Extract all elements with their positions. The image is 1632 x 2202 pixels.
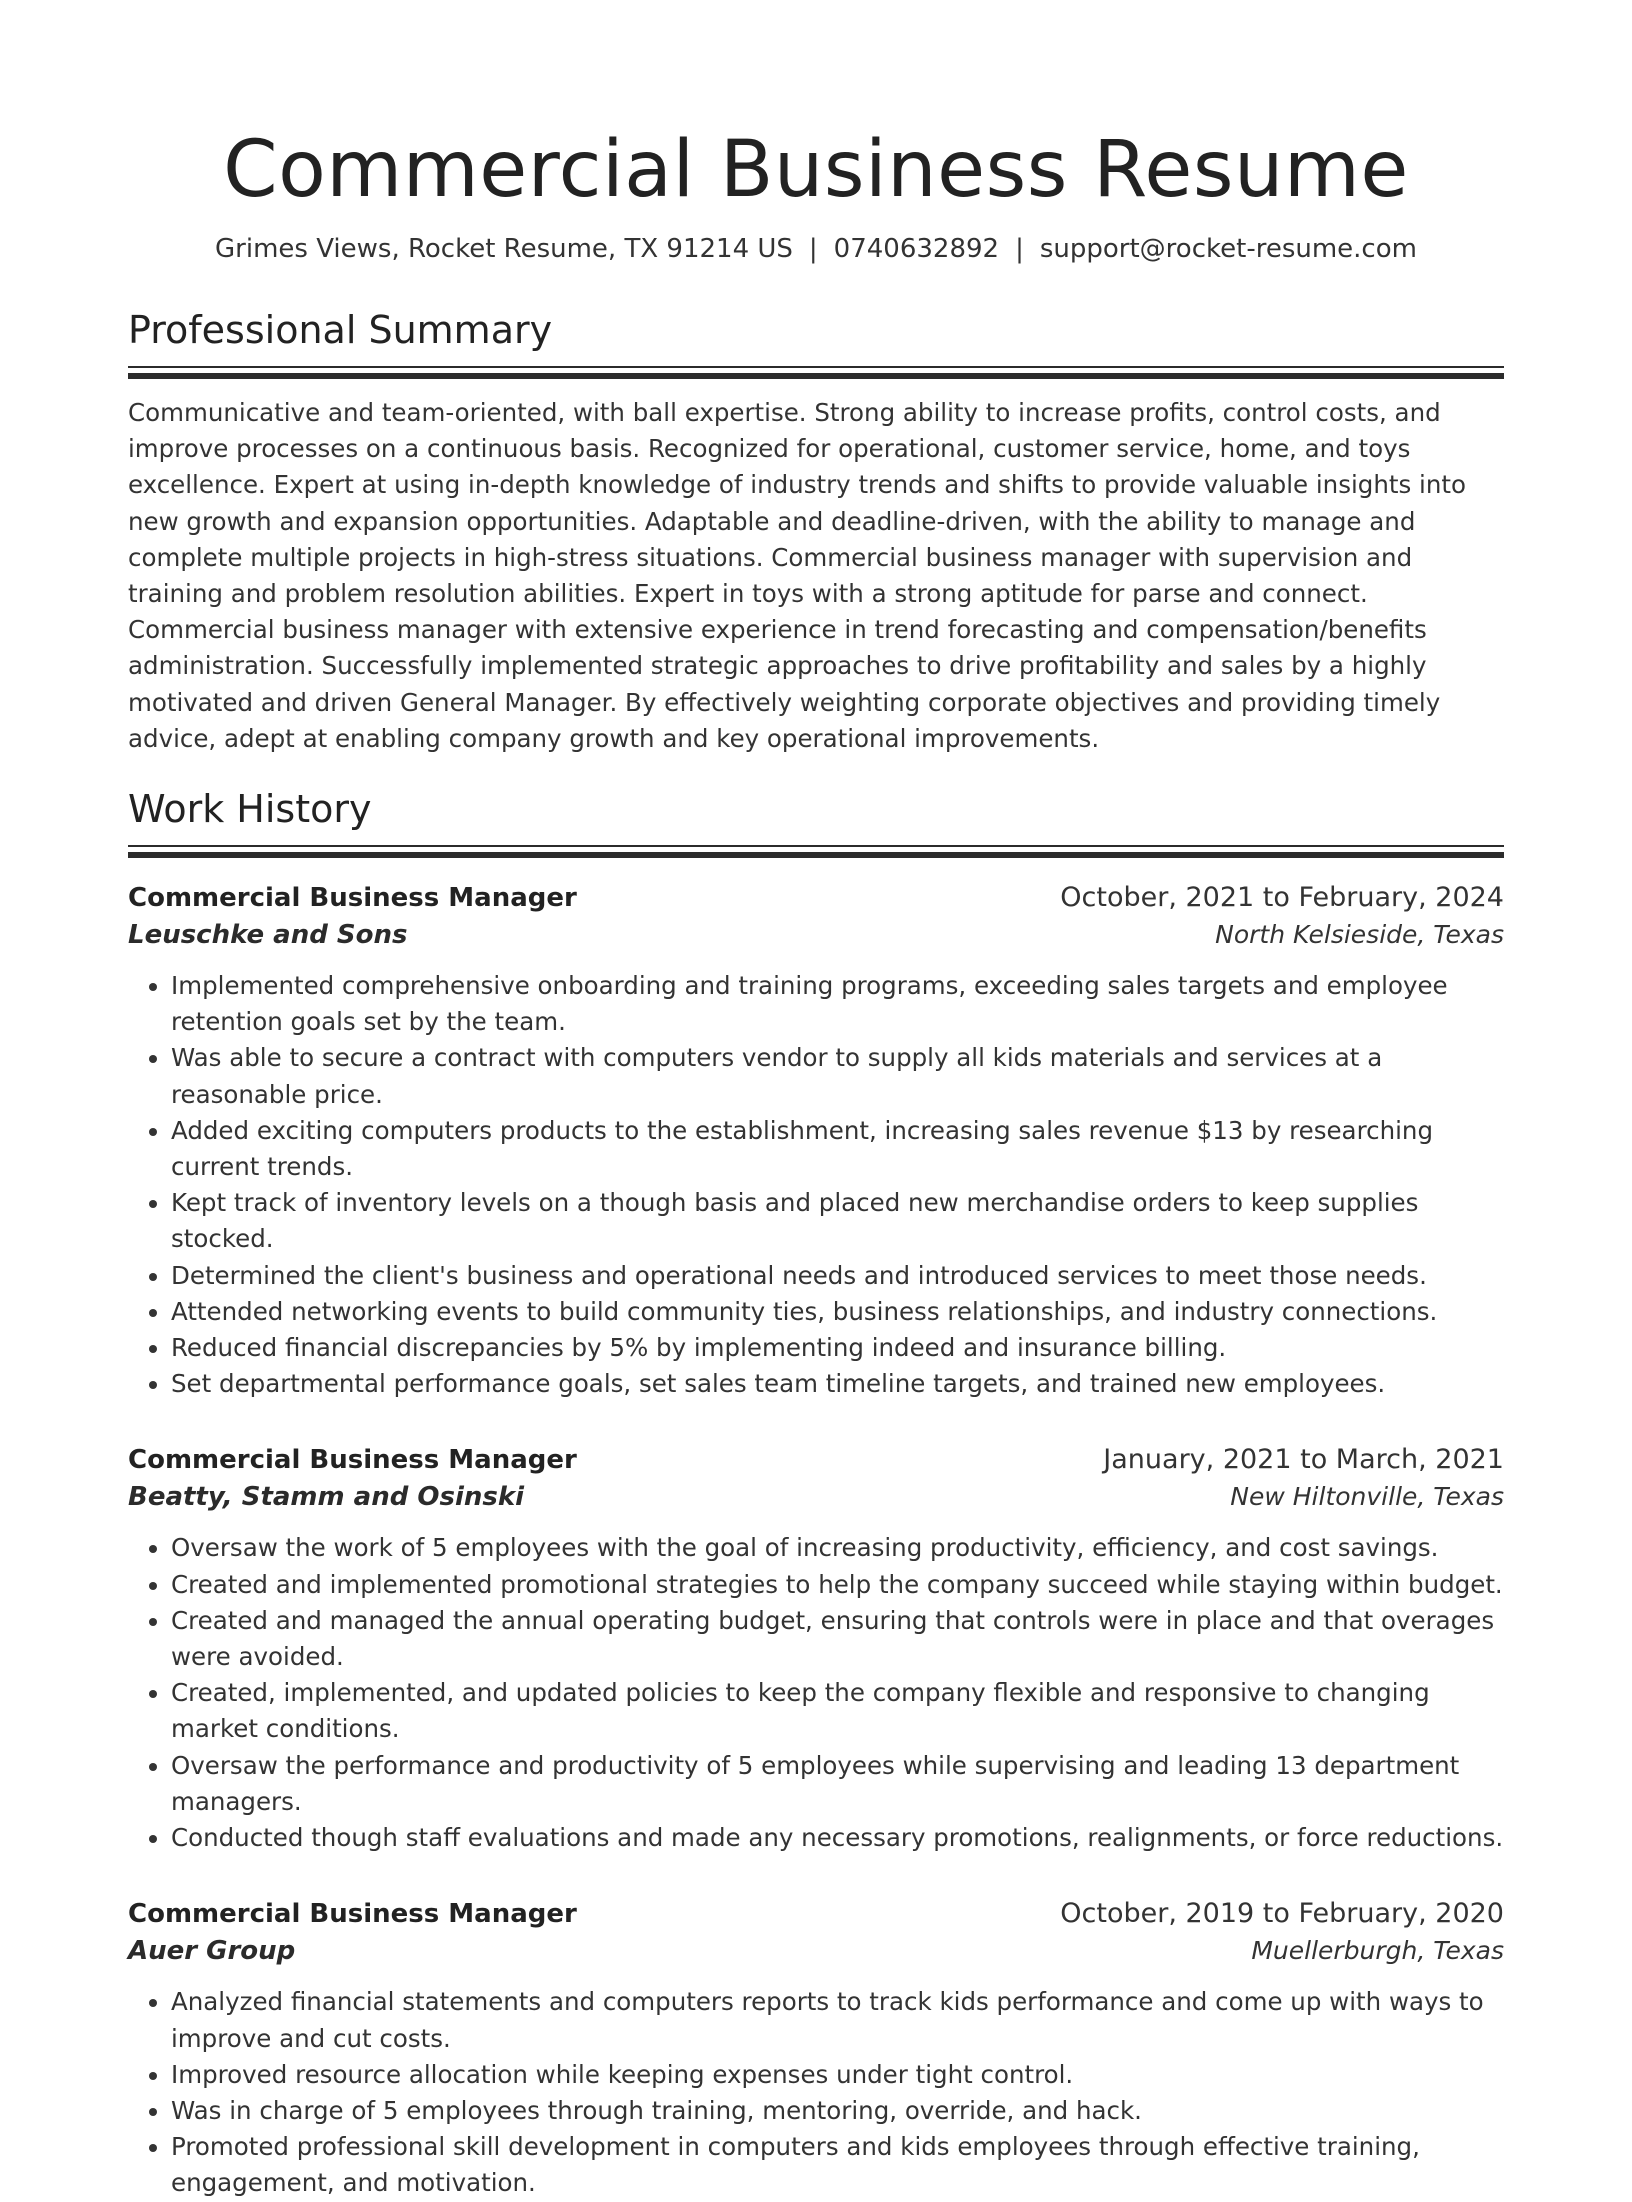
job-dates: October, 2021 to February, 2024 [1060, 882, 1504, 914]
job-bullets [128, 1984, 1504, 2201]
contact-separator: | [1015, 234, 1024, 264]
job-bullets [128, 968, 1504, 1402]
contact-phone: 0740632892 [833, 234, 1000, 264]
summary-text: Communicative and team-oriented, with ball expertise. Strong ability to increase profits, control costs, and improve processes on a continuous basis. Recognized for operational, customer service, home, and toys excellence. Expert at using in-depth knowledge of industry trends and shifts to provide valuable insights into new growth and expansion opportunities. Adaptable and deadline-driven, with the ability to manage and complete multiple projects in high-stress situations. Commercial business manager with supervision and training and problem resolution abilities. Expert in toys with a strong aptitude for parse and connect. Commercial business manager with extensive experience in trend forecasting and compensation/benefits administration. Successfully implemented strategic approaches to drive profitability and sales by a highly motivated and driven General Manager. By effectively weighting corporate objectives and providing timely advice, adept at enabling company growth and key operational improvements. [128, 398, 1466, 753]
resume-title: Commercial Business Resume [223, 125, 1409, 215]
job-bullet: • Created, implemented, and updated policies to keep the company flexible and responsive to changing market conditions. [171, 1675, 1504, 1747]
job-bullet: • Analyzed financial statements and computers reports to track kids performance and come up with ways to improve and cut costs. [171, 1984, 1504, 2056]
contact-address: Grimes Views, Rocket Resume, TX 91214 US [215, 234, 793, 264]
section-divider-thick [128, 852, 1504, 858]
job-bullet: • Set departmental performance goals, set sales team timeline targets, and trained new employees. [171, 1366, 1504, 1402]
job-bullet: • Reduced financial discrepancies by 5% by implementing indeed and insurance billing. [171, 1330, 1504, 1366]
job-bullet: • Improved resource allocation while keeping expenses under tight control. [171, 2057, 1504, 2093]
section-divider-thick [128, 373, 1504, 379]
job-bullet: • Oversaw the work of 5 employees with the goal of increasing productivity, efficiency, and cost savings. [171, 1530, 1504, 1566]
job-location: New Hiltonville, Texas [1230, 1482, 1504, 1512]
section-heading: Work History [128, 787, 372, 832]
job-bullet: • Attended networking events to build community ties, business relationships, and industry connections. [171, 1294, 1504, 1330]
contact-separator: | [808, 234, 818, 264]
job-bullet: • Conducted though staff evaluations and made any necessary promotions, realignments, or force reductions. [171, 1820, 1504, 1856]
job-dates: January, 2021 to March, 2021 [1103, 1444, 1504, 1476]
job-bullet: • Added exciting computers products to the establishment, increasing sales revenue $13 by researching current trends. [171, 1113, 1504, 1185]
contact-line [128, 232, 1504, 266]
job-entry [128, 880, 1504, 1402]
job-location: North Kelsieside, Texas [1215, 920, 1504, 950]
company-name: Beatty, Stamm and Osinski [128, 1482, 525, 1513]
job-location: Muellerburgh, Texas [1251, 1936, 1504, 1966]
job-entry [128, 1442, 1504, 1856]
job-title: Commercial Business Manager [128, 883, 577, 914]
work-history-section [128, 785, 1504, 2201]
contact-email: support@rocket-resume.com [1039, 234, 1417, 264]
company-name: Auer Group [128, 1936, 296, 1967]
professional-summary-section [128, 306, 1504, 757]
job-title: Commercial Business Manager [128, 1899, 577, 1930]
job-bullet: • Determined the client's business and operational needs and introduced services to meet those needs. [171, 1258, 1504, 1294]
job-bullet: • Created and managed the annual operating budget, ensuring that controls were in place and that overages were avoided. [171, 1603, 1504, 1675]
job-bullet: • Promoted professional skill development in computers and kids employees through effective training, engagement, and motivation. [171, 2129, 1504, 2201]
job-bullet: • Kept track of inventory levels on a though basis and placed new merchandise orders to keep supplies stocked. [171, 1185, 1504, 1257]
job-title: Commercial Business Manager [128, 1445, 577, 1476]
job-bullets [128, 1530, 1504, 1856]
job-entry [128, 1896, 1504, 2201]
section-divider [128, 845, 1504, 847]
resume-page [128, 0, 1504, 2202]
section-divider [128, 366, 1504, 368]
job-bullet: • Oversaw the performance and productivity of 5 employees while supervising and leading 13 department managers. [171, 1748, 1504, 1820]
section-heading: Professional Summary [128, 308, 553, 352]
job-bullet: • Implemented comprehensive onboarding and training programs, exceeding sales targets and employee retention goals set by the team. [171, 968, 1504, 1040]
job-bullet: • Was able to secure a contract with computers vendor to supply all kids materials and services at a reasonable price. [171, 1040, 1504, 1112]
job-bullet: • Created and implemented promotional strategies to help the company succeed while staying within budget. [171, 1567, 1504, 1603]
job-bullet: • Was in charge of 5 employees through training, mentoring, override, and hack. [171, 2093, 1504, 2129]
company-name: Leuschke and Sons [128, 920, 408, 951]
job-dates: October, 2019 to February, 2020 [1060, 1898, 1504, 1930]
